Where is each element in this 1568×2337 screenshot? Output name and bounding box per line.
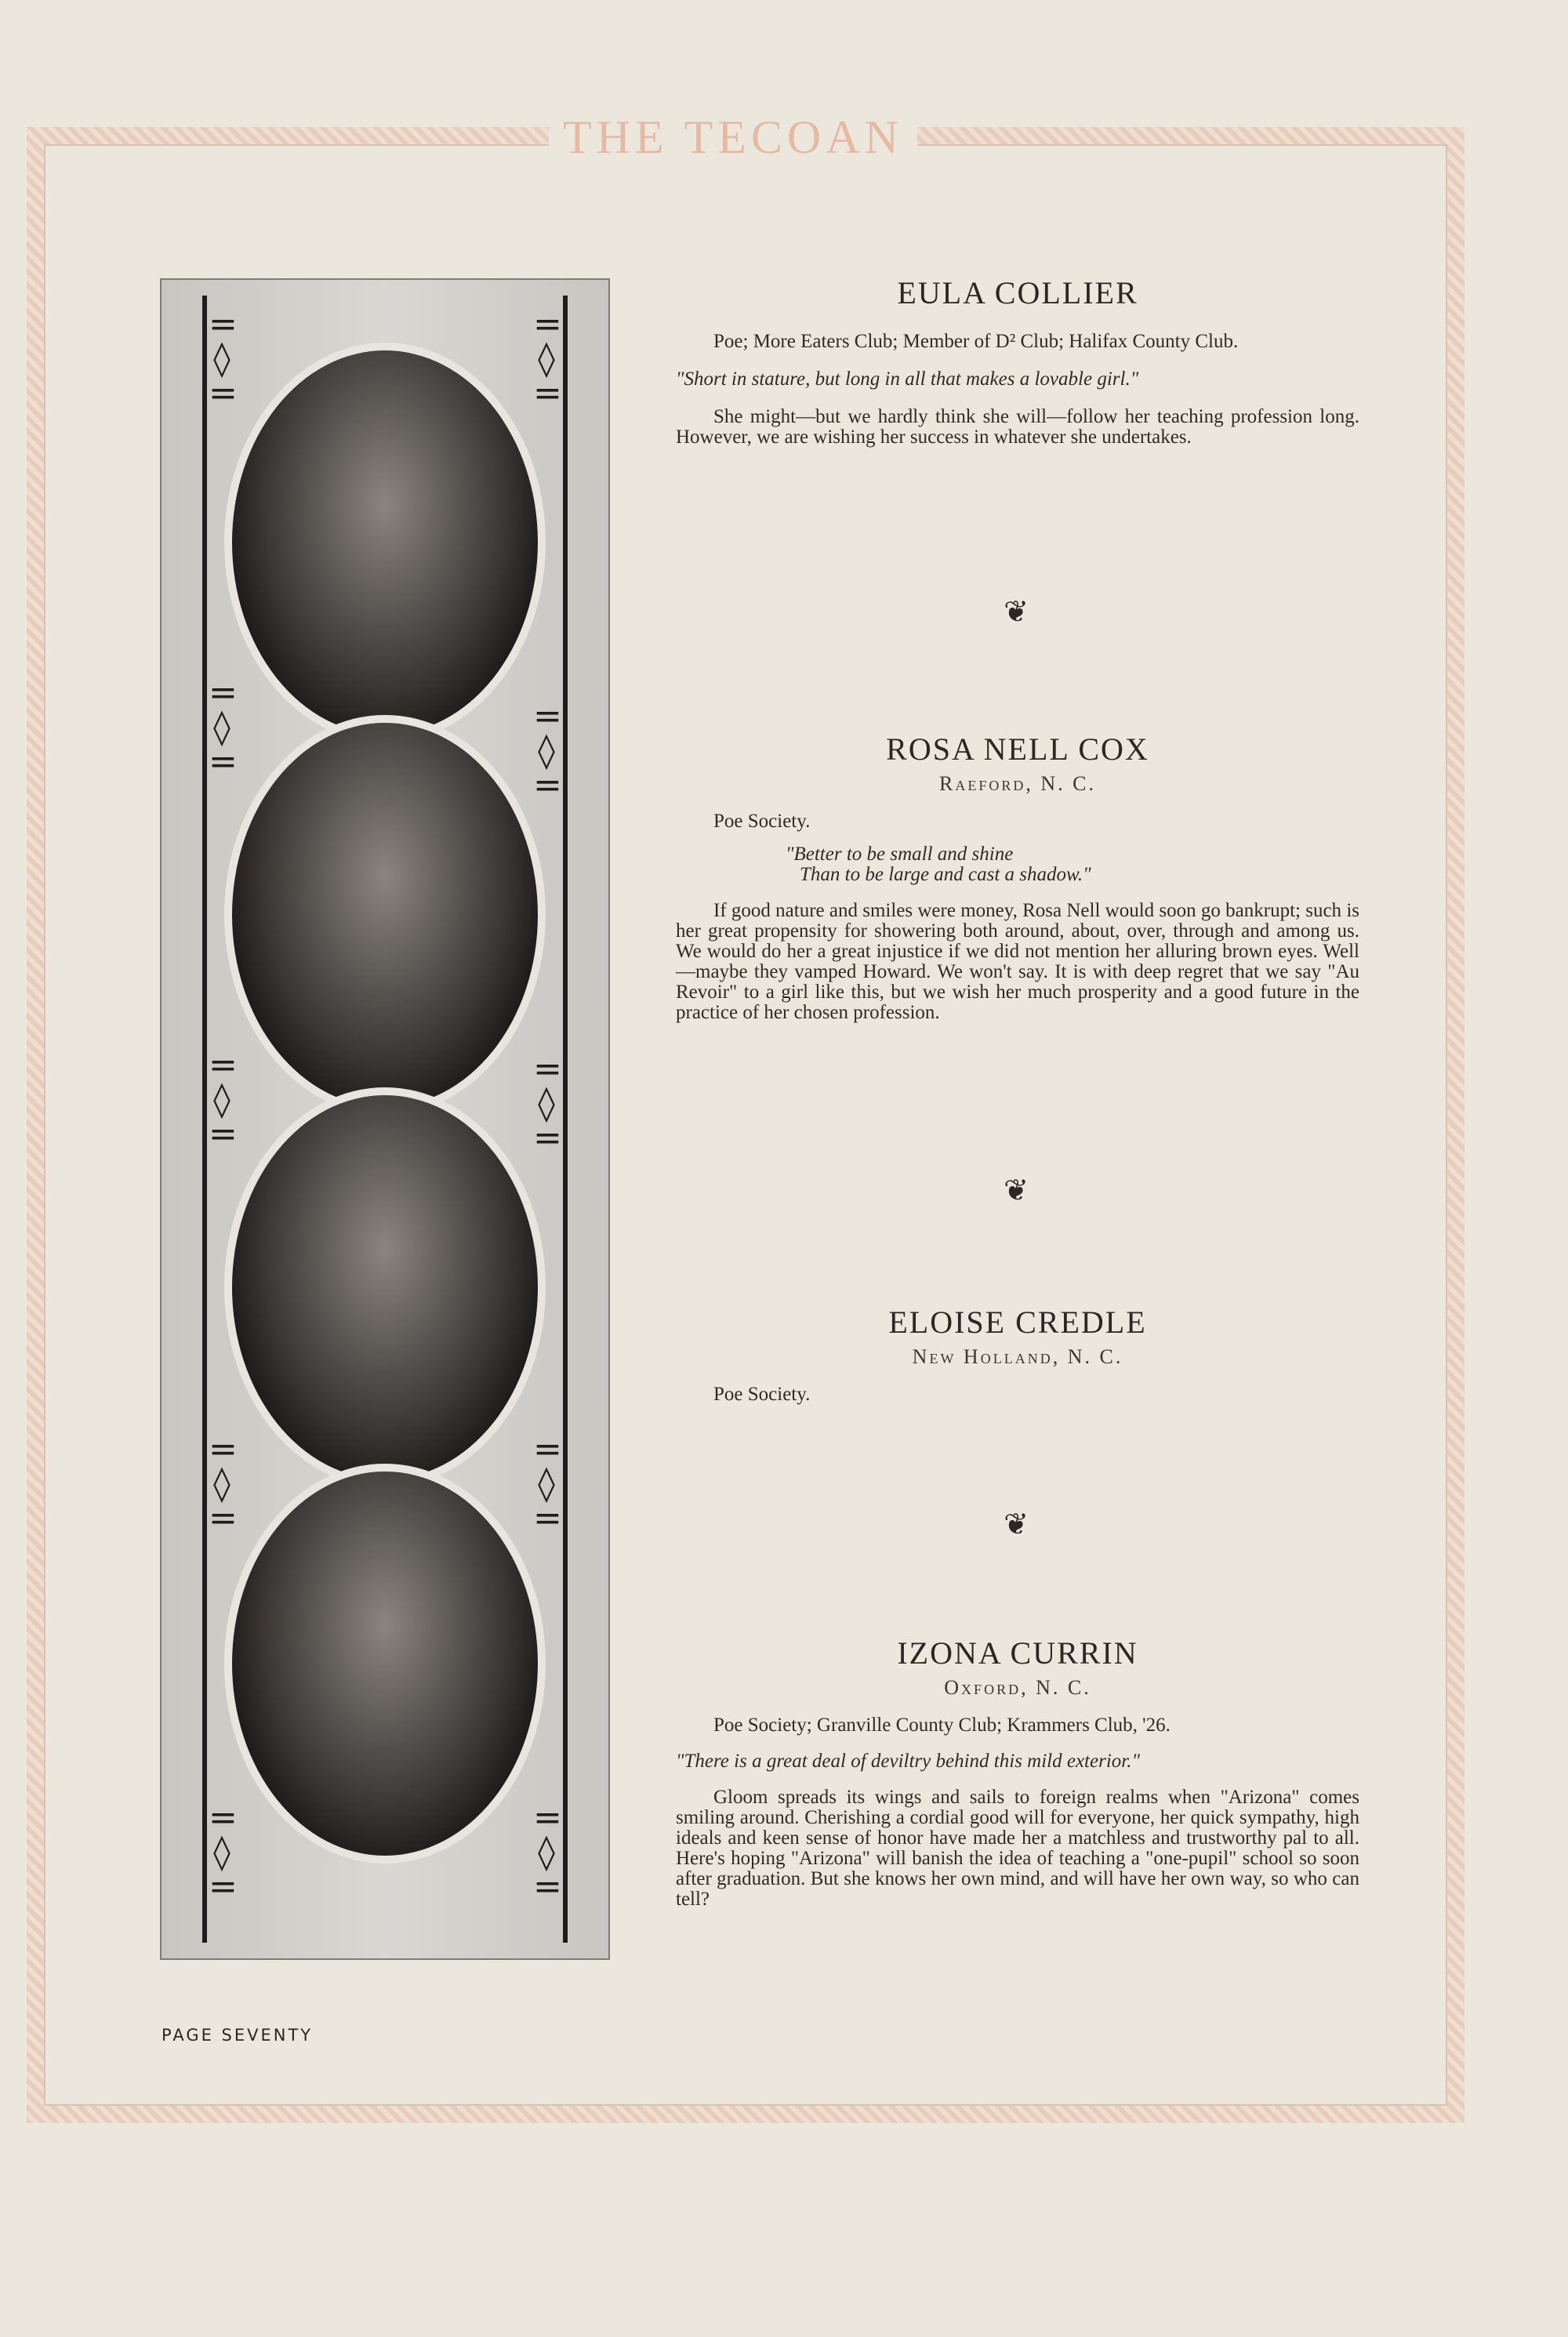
diamond-ornament: = ◊ = xyxy=(209,1045,238,1154)
student-quote xyxy=(676,844,1359,885)
fleuron-icon: ❦ xyxy=(1004,1173,1029,1207)
entry-eloise-credle xyxy=(676,1304,1359,1405)
student-clubs: Poe; More Eaters Club; Member of D² Club; Halifax County Club. xyxy=(713,331,1239,352)
diamond-ornament: = ◊ = xyxy=(209,673,238,782)
student-name: EULA COLLIER xyxy=(897,275,1138,310)
student-name: IZONA CURRIN xyxy=(897,1635,1138,1671)
diamond-ornament: = ◊ = xyxy=(533,304,562,413)
yearbook-title: THE TECOAN xyxy=(563,111,903,163)
diamond-ornament: = ◊ = xyxy=(533,1049,562,1158)
student-hometown: New Holland, N. C. xyxy=(912,1345,1123,1368)
entry-rosa-nell-cox xyxy=(676,731,1359,1023)
fleuron-icon: ❦ xyxy=(1004,594,1029,629)
portrait-eloise-credle xyxy=(224,1087,546,1487)
student-description: If good nature and smiles were money, Rosa Nell would soon go bankrupt; such is her great propensity for showering both around, about, over, through and among us. We would do her a great injustice if we did not mention her alluring brown eyes. Well—maybe they vamped Howard. We won't say. It is with deep regret that we say "Au Revoir" to a girl like this, but we wish her much prosperity and a good future in the practice of her chosen profession. xyxy=(676,900,1359,1023)
student-quote: "There is a great deal of deviltry behind this mild exterior." xyxy=(676,1751,1140,1772)
diamond-ornament: = ◊ = xyxy=(533,1798,562,1907)
fleuron-icon: ❦ xyxy=(1004,1507,1029,1541)
student-hometown: Raeford, N. C. xyxy=(939,772,1096,795)
portrait-izona-currin xyxy=(224,1464,546,1863)
diamond-ornament: = ◊ = xyxy=(209,1798,238,1907)
entry-eula-collier xyxy=(676,274,1359,448)
student-description: Gloom spreads its wings and sails to foreign realms when "Arizona" comes smiling around. Cherishing a cordial good will for everyone, her quick sympathy, high ideals and keen sense of honor have made her a matchless and trustworthy pal to all. Here's hoping "Arizona" will banish the idea of teaching a "one-pupil" school so soon after graduation. But she knows her own mind, and will have her own way, so who can tell? xyxy=(676,1787,1359,1910)
page-number: PAGE SEVENTY xyxy=(162,2026,314,2045)
student-clubs: Poe Society. xyxy=(713,811,811,832)
diamond-ornament: = ◊ = xyxy=(209,1429,238,1538)
student-name: ROSA NELL COX xyxy=(886,731,1149,767)
diamond-ornament: = ◊ = xyxy=(533,1429,562,1538)
student-name: ELOISE CREDLE xyxy=(888,1305,1147,1340)
student-description: She might—but we hardly think she will—follow her teaching profession long. However, we are wishing her success in whatever she undertakes. xyxy=(676,406,1359,448)
student-hometown: Oxford, N. C. xyxy=(944,1676,1091,1699)
student-clubs: Poe Society; Granville County Club; Krammers Club, '26. xyxy=(713,1715,1171,1736)
strip-right-line xyxy=(563,296,568,1943)
portrait-rosa-nell-cox xyxy=(224,715,546,1115)
student-quote: "Short in stature, but long in all that makes a lovable girl." xyxy=(676,368,1139,390)
quote-line: "Better to be small and shine xyxy=(786,844,1014,865)
entry-izona-currin xyxy=(676,1635,1359,1910)
strip-left-line xyxy=(202,296,207,1943)
portrait-eula-collier xyxy=(224,343,546,742)
diamond-ornament: = ◊ = xyxy=(533,696,562,805)
quote-line: Than to be large and cast a shadow." xyxy=(800,864,1091,885)
photo-strip xyxy=(160,278,610,1960)
student-clubs: Poe Society. xyxy=(713,1384,811,1405)
diamond-ornament: = ◊ = xyxy=(209,304,238,413)
